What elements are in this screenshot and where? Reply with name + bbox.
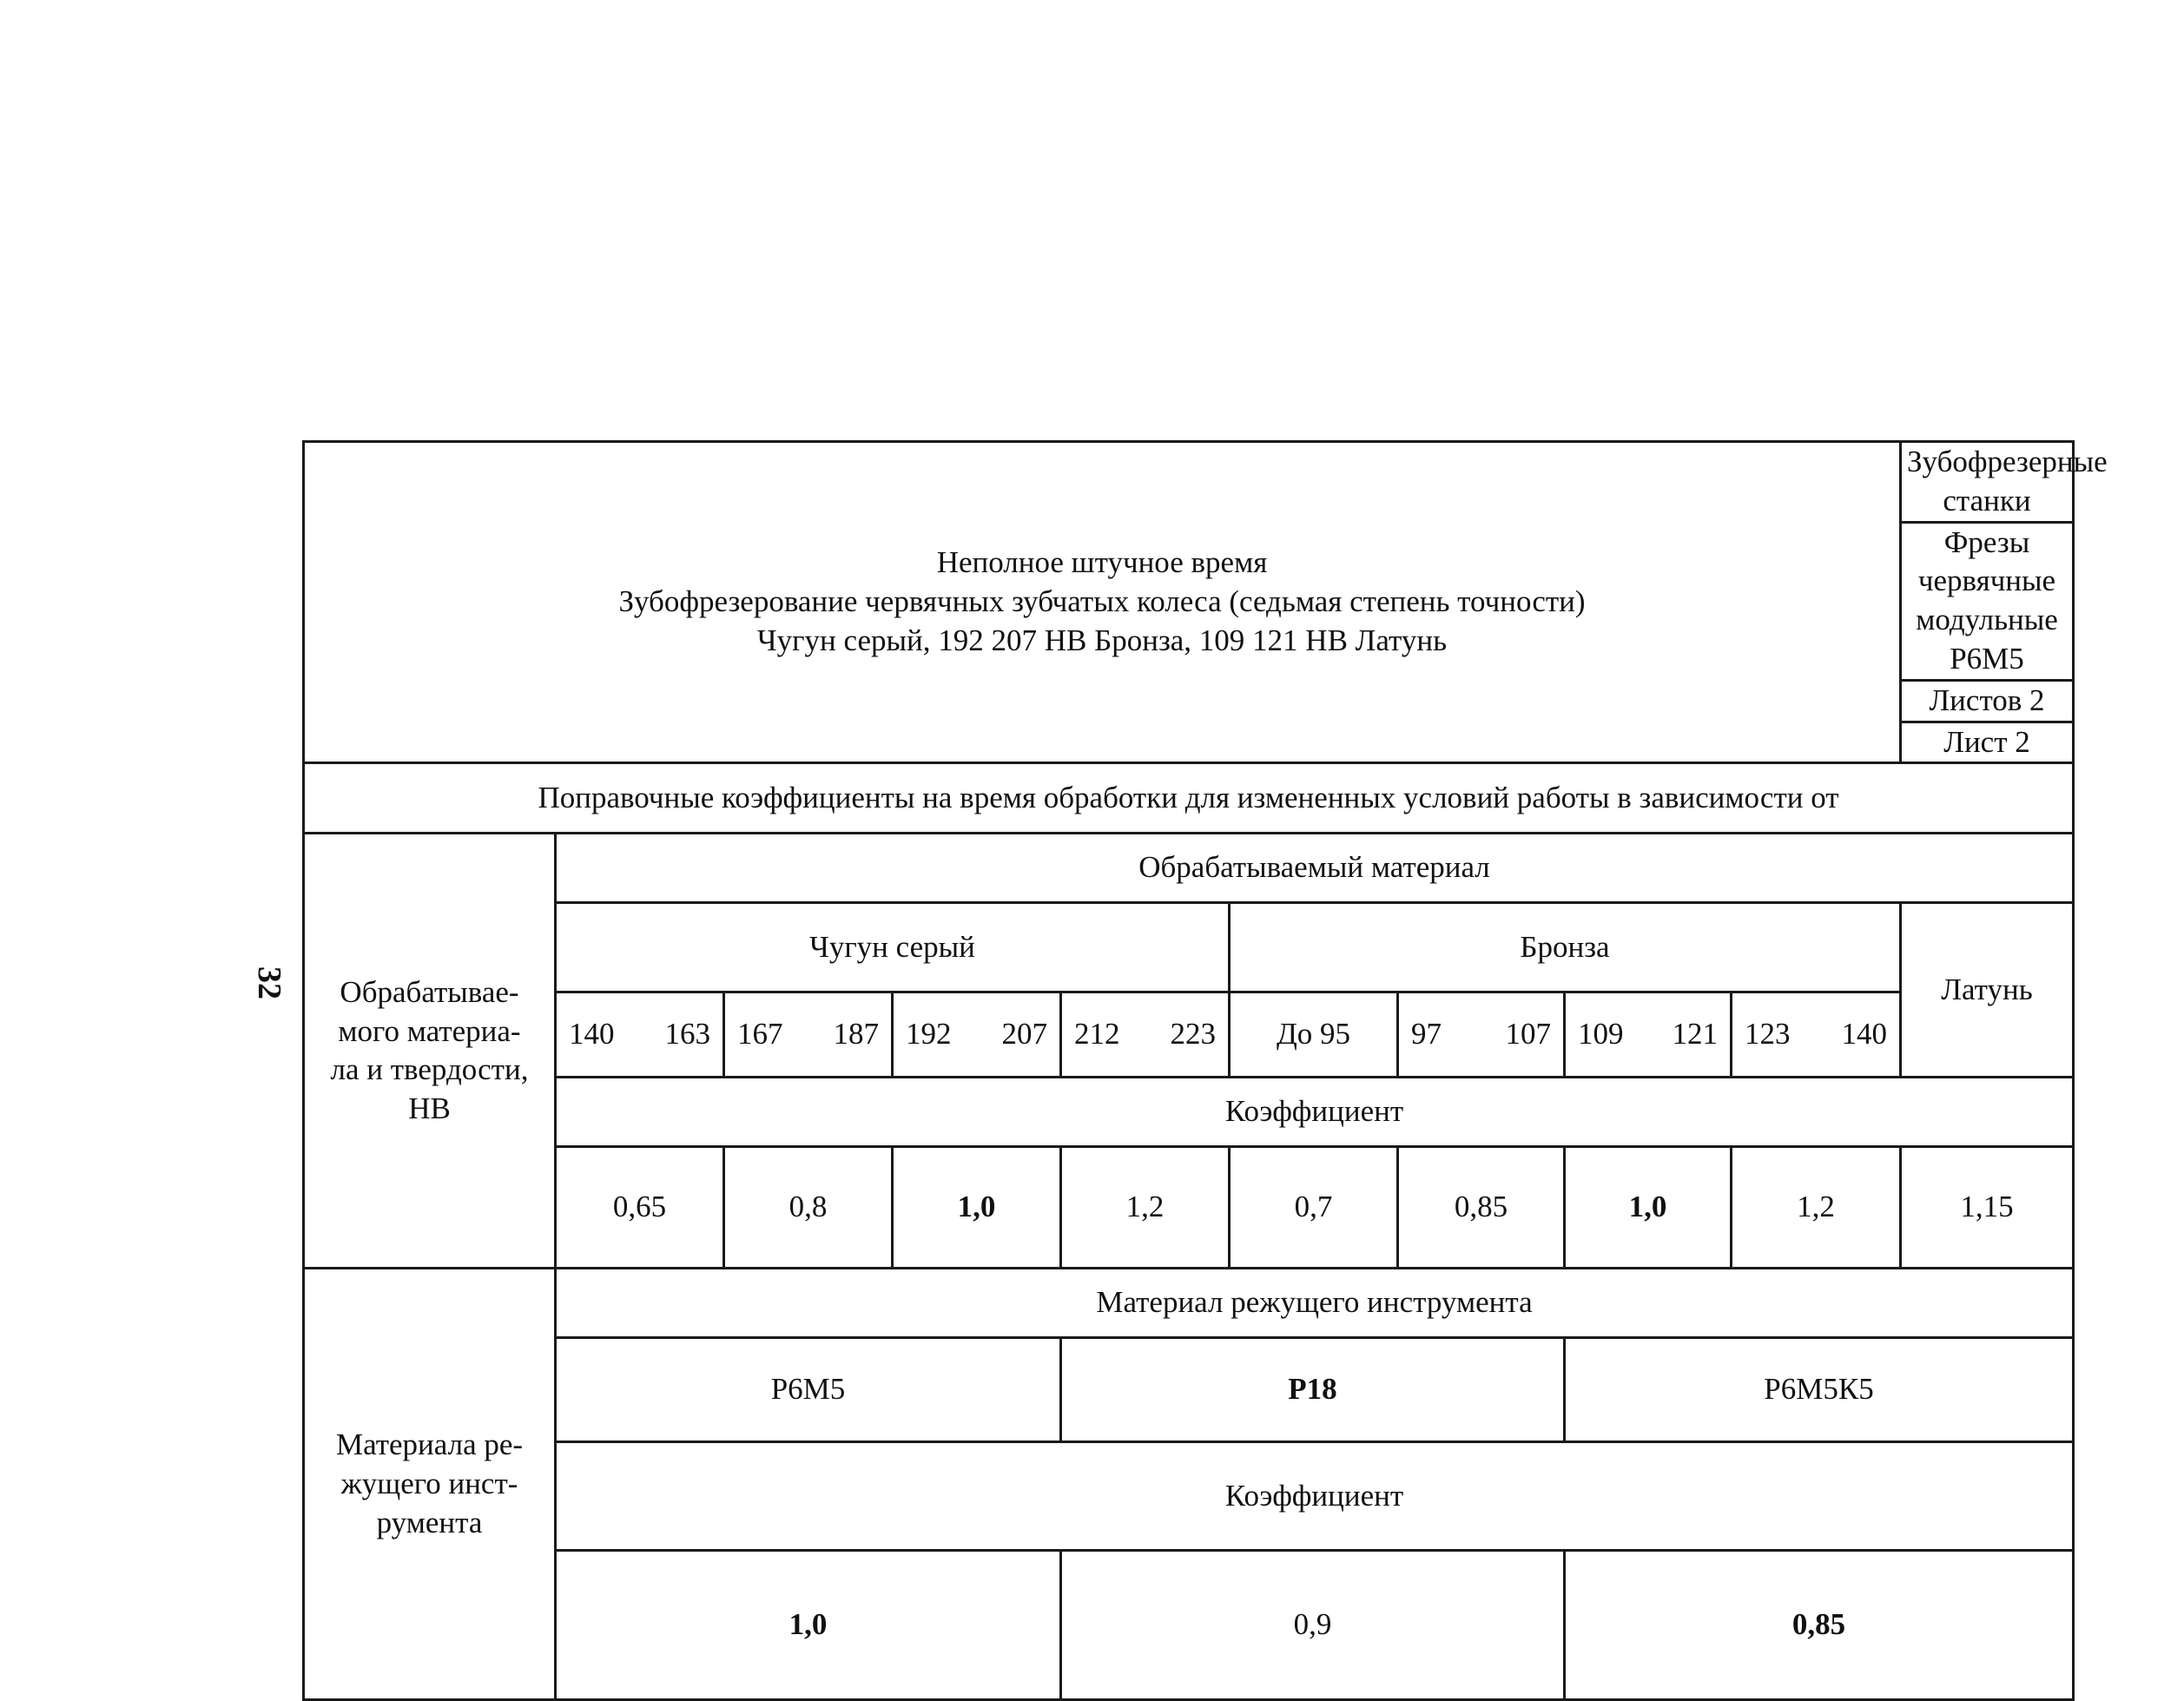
machine-type: Зубофрезерные станки — [1901, 442, 2074, 523]
coef-value: 0,65 — [556, 1147, 724, 1269]
material-header: Обрабатываемый материал — [556, 834, 2074, 903]
tool-coef-label: Коэффициент — [556, 1442, 2074, 1551]
coef-value: 1,2 — [1732, 1147, 1901, 1269]
material-coef-label: Коэффициент — [556, 1078, 2074, 1147]
coef-value: 1,0 — [893, 1147, 1061, 1269]
group-bronze: Бронза — [1230, 903, 1901, 992]
hardness-cell: 97 107 — [1398, 992, 1565, 1078]
tool-coef-value: 1,0 — [556, 1551, 1061, 1700]
header-title-line: Зубофрезерование червячных зубчатых колеса (седьмая степень точности) — [618, 584, 1586, 619]
hardness-cell: 192 207 — [893, 992, 1061, 1078]
label-line: мого материа- — [338, 1013, 521, 1048]
group-cast-iron: Чугун серый — [556, 903, 1230, 992]
coef-value: 1,15 — [1901, 1147, 2074, 1269]
sheet-number: Лист 2 — [1901, 722, 2074, 763]
tool-material: Р6М5 — [556, 1338, 1061, 1442]
coef-value: 1,2 — [1061, 1147, 1230, 1269]
tool-material: Р6М5К5 — [1565, 1338, 2074, 1442]
sheets-total: Листов 2 — [1901, 680, 2074, 722]
material-param-label — [304, 834, 556, 1269]
label-line: Материала ре- — [335, 1427, 524, 1462]
label-line: румента — [376, 1505, 483, 1539]
coef-value: 0,8 — [724, 1147, 893, 1269]
tool-header: Материал режущего инструмента — [556, 1269, 2074, 1338]
hardness-cell: До 95 — [1230, 992, 1398, 1078]
tool-param-label — [304, 1269, 556, 1700]
tool-coef-value: 0,9 — [1061, 1551, 1565, 1700]
hardness-cell: 123 140 — [1732, 992, 1901, 1078]
hardness-cell: 140 163 — [556, 992, 724, 1078]
coef-value: 0,7 — [1230, 1147, 1398, 1269]
group-brass: Латунь — [1901, 903, 2074, 1078]
header-title — [304, 442, 1901, 763]
label-line: НВ — [408, 1091, 451, 1126]
page-number: 32 — [251, 966, 287, 999]
hardness-cell: 167 187 — [724, 992, 893, 1078]
norms-table — [302, 440, 2108, 1701]
coef-value: 0,85 — [1398, 1147, 1565, 1269]
tool-coef-value: 0,85 — [1565, 1551, 2074, 1700]
label-line: ла и твердости, — [330, 1052, 529, 1087]
hardness-cell: 212 223 — [1061, 992, 1230, 1078]
tool-material: Р18 — [1061, 1338, 1565, 1442]
label-line: Обрабатывае- — [340, 974, 519, 1009]
header-title-line: Чугун серый, 192 207 НВ Бронза, 109 121 НВ Латунь — [756, 623, 1448, 658]
label-line: жущего инст- — [340, 1466, 518, 1500]
tool-type: Фрезы червячные модульные Р6М5 — [1901, 522, 2074, 680]
header-title-line: Неполное штучное время — [936, 545, 1268, 580]
coef-value: 1,0 — [1565, 1147, 1732, 1269]
correction-title: Поправочные коэффициенты на время обработки для измененных условий работы в зависимости от — [304, 763, 2074, 834]
hardness-cell: 109 121 — [1565, 992, 1732, 1078]
